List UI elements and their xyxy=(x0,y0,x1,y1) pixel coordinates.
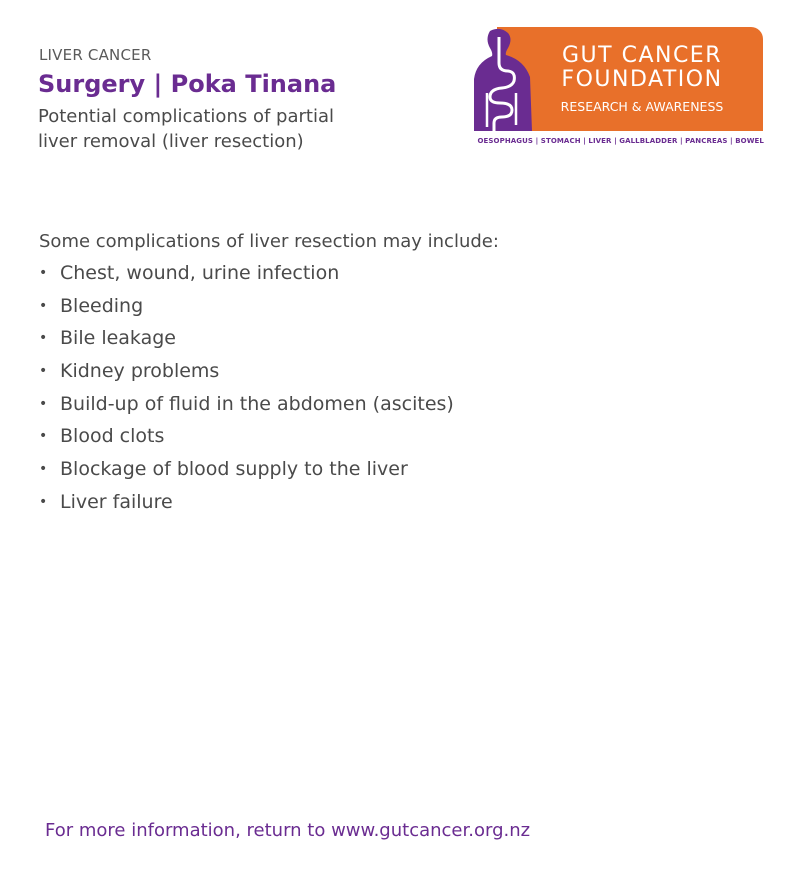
list-item xyxy=(39,325,739,358)
list-item xyxy=(39,293,739,326)
subtitle-line-2: liver removal (liver resection) xyxy=(38,131,304,152)
list-item-text: Bile leakage xyxy=(60,327,176,350)
list-item-text: Blood clots xyxy=(60,425,165,448)
main-content xyxy=(39,229,739,522)
bullet-icon: • xyxy=(39,297,48,314)
list-item-text: Blockage of blood supply to the liver xyxy=(60,458,408,481)
logo-tagline: RESEARCH & AWARENESS xyxy=(560,99,724,114)
category-label: LIVER CANCER xyxy=(39,46,152,64)
list-item xyxy=(39,358,739,391)
logo-text-line-1: GUT CANCER xyxy=(562,43,722,68)
intro-text: Some complications of liver resection may include: xyxy=(39,231,499,252)
list-item-text: Liver failure xyxy=(60,490,173,513)
bullet-icon: • xyxy=(39,330,48,347)
logo-text-line-2: FOUNDATION xyxy=(561,67,723,92)
list-item-text: Build-up of fluid in the abdomen (ascites) xyxy=(60,392,454,415)
list-item xyxy=(39,489,739,522)
page-header xyxy=(38,46,438,154)
bullet-icon: • xyxy=(39,461,48,478)
list-item xyxy=(39,456,739,489)
bullet-icon: • xyxy=(39,265,48,281)
complications-list xyxy=(39,260,739,522)
list-item-text: Bleeding xyxy=(60,294,144,317)
bullet-icon: • xyxy=(39,428,48,445)
list-item-text: Chest, wound, urine infection xyxy=(60,262,340,284)
logo-organs-list: OESOPHAGUS | STOMACH | LIVER | GALLBLADDER | PANCREAS | BOWEL xyxy=(477,137,764,145)
list-item xyxy=(39,423,739,456)
footer-link[interactable]: For more information, return to www.gutcancer.org.nz xyxy=(45,820,531,841)
gut-cancer-foundation-logo xyxy=(472,27,764,149)
page-title: Surgery | Poka Tinana xyxy=(38,70,337,98)
list-item xyxy=(39,260,739,293)
bullet-icon: • xyxy=(39,395,48,412)
subtitle-line-1: Potential complications of partial xyxy=(38,106,334,127)
bullet-icon: • xyxy=(39,363,48,380)
list-item xyxy=(39,391,739,424)
page-subtitle xyxy=(38,104,438,154)
bullet-icon: • xyxy=(39,493,48,510)
list-item-text: Kidney problems xyxy=(60,360,220,383)
